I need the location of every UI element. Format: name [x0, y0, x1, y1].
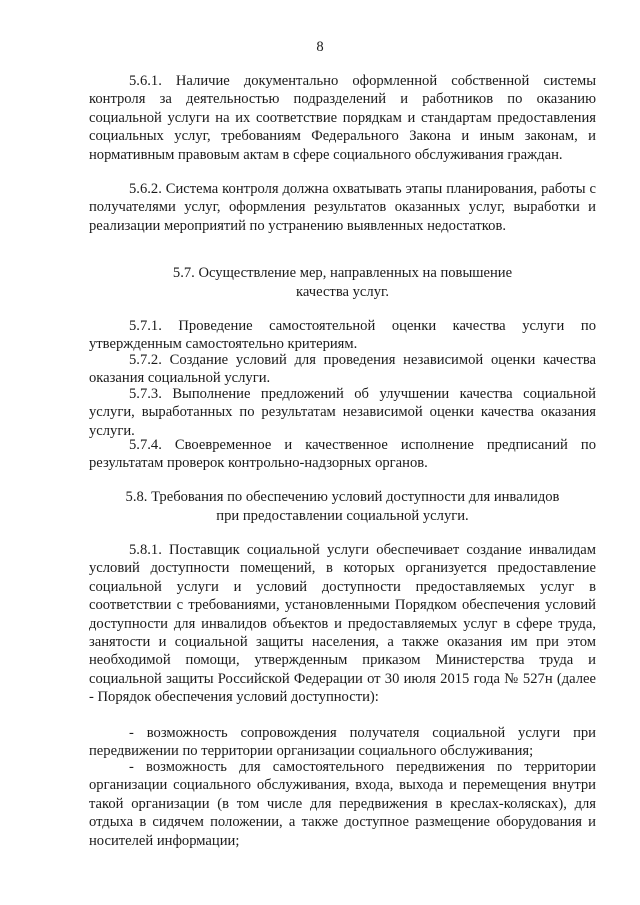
paragraph-5-8-1: 5.8.1. Поставщик социальной услуги обеспечивает создание инвалидам условий доступности помещений, в которых организуется предоставление социальной услуги и условий доступности предоставляемых услуг в соответствии с требованиями, установленными Порядком обеспечения условий доступности для инвалидов объектов и предоставляемых услуг в сфере труда, занятости и социальной защиты населения, а также оказания им при этом необходимой помощи, утвержденным приказом Министерства труда и социальной защиты Российской Федерации от 30 июля 2015 года № 527н (далее - Порядок обеспечения условий доступности): — [89, 542, 596, 706]
heading-5-7-line2: качества услуг. — [296, 284, 389, 300]
heading-5-8-line2: при предоставлении социальной услуги. — [216, 508, 469, 524]
paragraph-5-6-2: 5.6.2. Система контроля должна охватывать этапы планирования, работы с получателями услуг, оформления результатов оказанных услуг, выработки и реализации мероприятий по устранению выявленных недостатков. — [89, 181, 596, 234]
paragraph-5-6-1: 5.6.1. Наличие документально оформленной собственной системы контроля за деятельностью подразделений и работников по оказанию социальной услуги на их соответствие порядкам и стандартам предоставления социальных услуг, требованиям Федерального Закона и иным законам, и нормативным правовым актам в сфере социального обслуживания граждан. — [89, 73, 596, 163]
bullet-self-movement: - возможность для самостоятельного передвижения по территории организации социального обслуживания, входа, выхода и перемещения внутри такой организации (в том числе для передвижения в креслах-колясках), для отдыха в сидячем положении, а также доступное размещение оборудования и носителей информации; — [89, 759, 596, 849]
paragraph-5-7-2: 5.7.2. Создание условий для проведения независимой оценки качества оказания социальной услуги. — [89, 352, 596, 387]
paragraph-5-7-3: 5.7.3. Выполнение предложений об улучшении качества социальной услуги, выработанных по результатам независимой оценки качества оказания услуги. — [89, 386, 596, 439]
page-number: 8 — [316, 39, 324, 55]
heading-5-8-line1: 5.8. Требования по обеспечению условий доступности для инвалидов — [125, 489, 560, 505]
bullet-escort: - возможность сопровождения получателя социальной услуги при передвижении по территории организации социального обслуживания; — [89, 725, 596, 760]
paragraph-5-7-4: 5.7.4. Своевременное и качественное исполнение предписаний по результатам проверок контрольно-надзорных органов. — [89, 437, 596, 472]
paragraph-5-7-1: 5.7.1. Проведение самостоятельной оценки качества услуги по утвержденным самостоятельно критериям. — [89, 318, 596, 353]
heading-5-7-line1: 5.7. Осуществление мер, направленных на повышение — [172, 265, 513, 281]
